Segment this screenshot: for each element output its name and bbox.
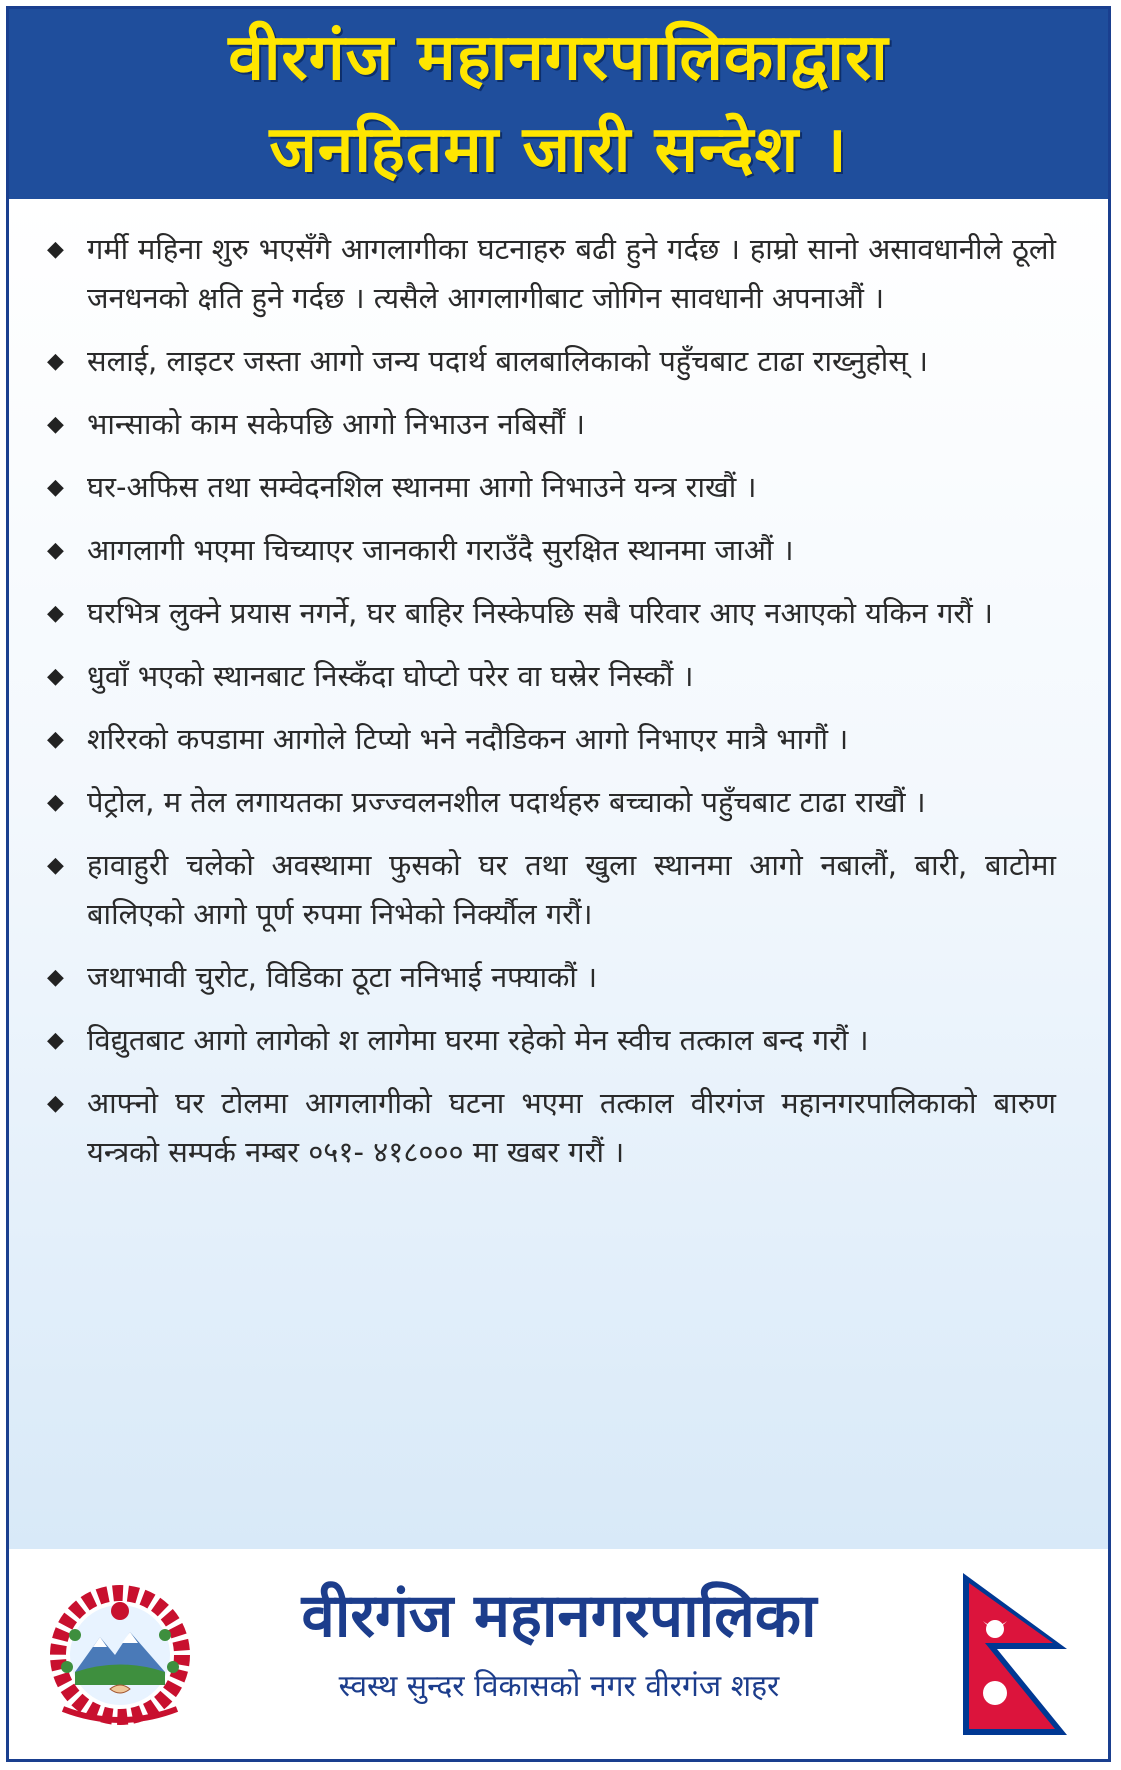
diamond-bullet-icon: ◆ [47,853,64,878]
notice-text: शरिरको कपडामा आगोले टिप्यो भने नदौडिकन आगो निभाएर मात्रै भागौं । [87,722,849,756]
notice-item [41,652,1056,701]
notice-text: धुवाँ भएको स्थानबाट निस्कँदा घोप्टो परेर वा घस्रेर निस्कौं । [87,659,694,693]
diamond-bullet-icon: ◆ [47,664,64,689]
notice-item [41,1016,1056,1065]
notice-text: गर्मी महिना शुरु भएसँगै आगलागीका घटनाहरु बढी हुने गर्दछ । हाम्रो सानो असावधानीले ठूलो जनधनको क्षति हुने गर्दछ । त्यसैले आगलागीबाट जोगिन सावधानी अपनाऔं । [87,232,1056,315]
notice-item [41,589,1056,638]
notice-text: घरभित्र लुक्ने प्रयास नगर्ने, घर बाहिर निस्केपछि सबै परिवार आए नआएको यकिन गरौं । [87,596,993,630]
diamond-bullet-icon: ◆ [47,1091,64,1116]
diamond-bullet-icon: ◆ [47,538,64,563]
notice-item [41,463,1056,512]
notice-text: हावाहुरी चलेको अवस्थामा फुसको घर तथा खुला स्थानमा आगो नबालौं, बारी, बाटोमा बालिएको आगो पूर्ण रुपमा निभेको निर्क्यौल गरौं। [87,848,1056,931]
footer [9,1549,1108,1759]
footer-title: वीरगंज महानगरपालिका [301,1581,817,1651]
notice-text: घर-अफिस तथा सम्वेदनशिल स्थानमा आगो निभाउने यन्त्र राखौं । [87,470,757,504]
notice-item [41,953,1056,1002]
diamond-bullet-icon: ◆ [47,349,64,374]
notice-text: आफ्नो घर टोलमा आगलागीको घटना भएमा तत्काल वीरगंज महानगरपालिकाको बारुण यन्त्रको सम्पर्क नम्बर ०५१- ४१८००० मा खबर गरौं । [87,1086,1056,1169]
notice-item [41,715,1056,764]
notice-list [9,199,1108,1177]
diamond-bullet-icon: ◆ [47,790,64,815]
header-title-line-2: जनहितमा जारी सन्देश । [269,113,848,187]
notice-text: विद्युतबाट आगो लागेको श लागेमा घरमा रहेको मेन स्वीच तत्काल बन्द गरौं । [87,1023,869,1057]
notice-body [9,199,1108,1549]
header-title-line-1: वीरगंज महानगरपालिकाद्वारा [228,21,889,95]
diamond-bullet-icon: ◆ [47,412,64,437]
notice-poster [6,6,1111,1762]
notice-text: पेट्रोल, म तेल लगायतका प्रज्ज्वलनशील पदार्थहरु बच्चाको पहुँचबाट टाढा राखौं । [87,785,926,819]
notice-text: आगलागी भएमा चिच्याएर जानकारी गराउँदै सुरक्षित स्थानमा जाऔं । [87,533,794,567]
notice-item [41,337,1056,386]
footer-tagline: स्वस्थ सुन्दर विकासको नगर वीरगंज शहर [338,1669,780,1704]
nepal-emblem-icon [45,1577,195,1737]
notice-text: भान्साको काम सकेपछि आगो निभाउन नबिर्सौं । [87,407,585,441]
header-banner [9,9,1108,199]
notice-item [41,225,1056,323]
notice-text: जथाभावी चुरोट, विडिका ठूटा ननिभाई नफ्याकौं । [87,960,598,994]
notice-item [41,526,1056,575]
diamond-bullet-icon: ◆ [47,965,64,990]
nepal-flag-icon [959,1569,1074,1739]
diamond-bullet-icon: ◆ [47,475,64,500]
diamond-bullet-icon: ◆ [47,1028,64,1053]
notice-text: सलाई, लाइटर जस्ता आगो जन्य पदार्थ बालबालिकाको पहुँचबाट टाढा राख्नुहोस् । [87,344,929,378]
notice-item [41,1079,1056,1177]
notice-item [41,841,1056,939]
diamond-bullet-icon: ◆ [47,727,64,752]
notice-item [41,400,1056,449]
diamond-bullet-icon: ◆ [47,601,64,626]
diamond-bullet-icon: ◆ [47,237,64,262]
notice-item [41,778,1056,827]
